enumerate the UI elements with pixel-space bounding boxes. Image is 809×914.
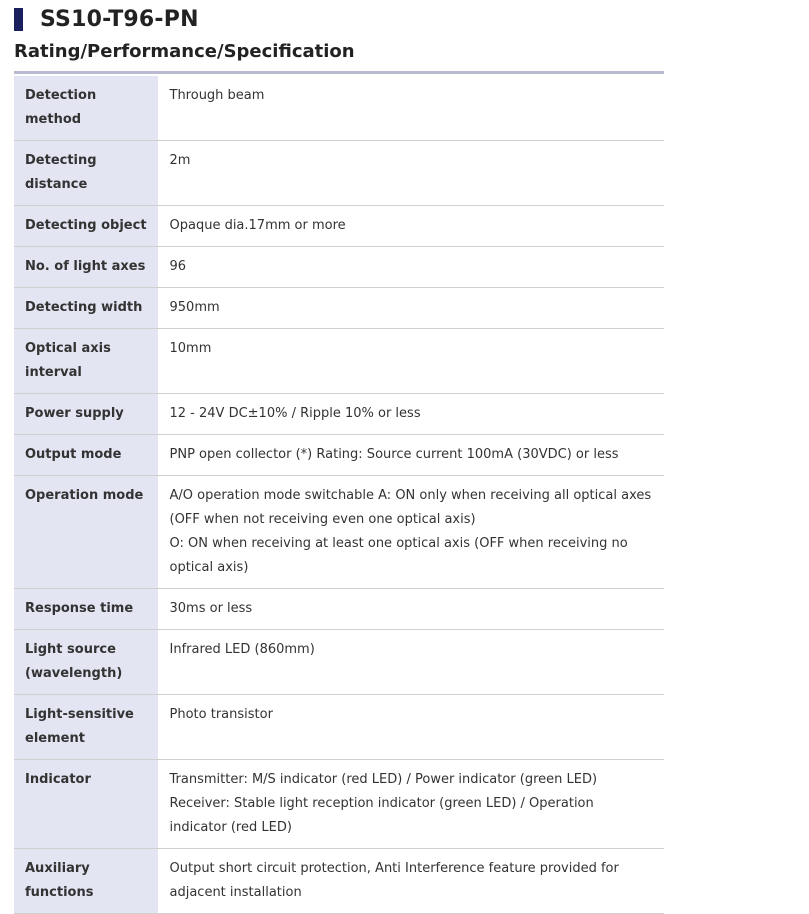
spec-label: Detection method bbox=[14, 76, 158, 141]
spec-value bbox=[158, 849, 664, 914]
spec-label: No. of light axes bbox=[14, 247, 158, 288]
spec-label: Power supply bbox=[14, 394, 158, 435]
spec-table bbox=[14, 76, 664, 914]
spec-value-line: Output short circuit protection, Anti Interference feature provided for adjacent installation bbox=[169, 861, 619, 900]
spec-value bbox=[158, 76, 664, 141]
spec-value bbox=[158, 630, 664, 695]
spec-value-line: Through beam bbox=[169, 88, 265, 103]
spec-label: Indicator bbox=[14, 760, 158, 849]
spec-value bbox=[158, 695, 664, 760]
spec-value-line: 96 bbox=[169, 259, 187, 274]
spec-label: Auxiliary functions bbox=[14, 849, 158, 914]
spec-value-line: O: ON when receiving at least one optical axis (OFF when receiving no optical axis) bbox=[169, 536, 628, 575]
spec-value-line: 10mm bbox=[169, 341, 212, 356]
title-accent-bar bbox=[14, 8, 23, 31]
spec-value bbox=[158, 589, 664, 630]
spec-value-line: PNP open collector (*) Rating: Source current 100mA (30VDC) or less bbox=[169, 447, 619, 462]
table-row bbox=[14, 589, 664, 630]
section-heading: Rating/Performance/Specification bbox=[14, 41, 664, 74]
table-row bbox=[14, 630, 664, 695]
table-row bbox=[14, 695, 664, 760]
page-title: SS10-T96-PN bbox=[40, 6, 199, 32]
spec-value bbox=[158, 760, 664, 849]
spec-value-line: 12 - 24V DC±10% / Ripple 10% or less bbox=[169, 406, 421, 421]
spec-value bbox=[158, 476, 664, 589]
spec-value-line: Opaque dia.17mm or more bbox=[169, 218, 346, 233]
table-row bbox=[14, 849, 664, 914]
table-row bbox=[14, 288, 664, 329]
spec-value bbox=[158, 394, 664, 435]
spec-value bbox=[158, 247, 664, 288]
table-row bbox=[14, 760, 664, 849]
spec-label: Detecting object bbox=[14, 206, 158, 247]
table-row bbox=[14, 247, 664, 288]
spec-value-line: 30ms or less bbox=[169, 601, 253, 616]
spec-value bbox=[158, 206, 664, 247]
spec-value bbox=[158, 141, 664, 206]
spec-label: Output mode bbox=[14, 435, 158, 476]
spec-label: Response time bbox=[14, 589, 158, 630]
table-row bbox=[14, 141, 664, 206]
spec-label: Light-sensitive element bbox=[14, 695, 158, 760]
spec-value-line: 950mm bbox=[169, 300, 220, 315]
spec-value-line: Infrared LED (860mm) bbox=[169, 642, 315, 657]
table-row bbox=[14, 435, 664, 476]
spec-label: Detecting distance bbox=[14, 141, 158, 206]
table-row bbox=[14, 394, 664, 435]
spec-value bbox=[158, 435, 664, 476]
table-row bbox=[14, 329, 664, 394]
spec-value-line: 2m bbox=[169, 153, 191, 168]
spec-label: Detecting width bbox=[14, 288, 158, 329]
spec-value bbox=[158, 288, 664, 329]
spec-value bbox=[158, 329, 664, 394]
spec-label: Optical axis interval bbox=[14, 329, 158, 394]
spec-value-line: A/O operation mode switchable A: ON only when receiving all optical axes (OFF when not receiving even one optical axis) bbox=[169, 488, 652, 527]
spec-value-line: Receiver: Stable light reception indicator (green LED) / Operation indicator (red LED) bbox=[169, 796, 594, 835]
spec-value-line: Photo transistor bbox=[169, 707, 273, 722]
table-row bbox=[14, 206, 664, 247]
spec-label: Light source (wavelength) bbox=[14, 630, 158, 695]
spec-label: Operation mode bbox=[14, 476, 158, 589]
page-header bbox=[14, 6, 199, 32]
table-row bbox=[14, 476, 664, 589]
spec-value-line: Transmitter: M/S indicator (red LED) / Power indicator (green LED) bbox=[169, 772, 598, 787]
table-row bbox=[14, 76, 664, 141]
